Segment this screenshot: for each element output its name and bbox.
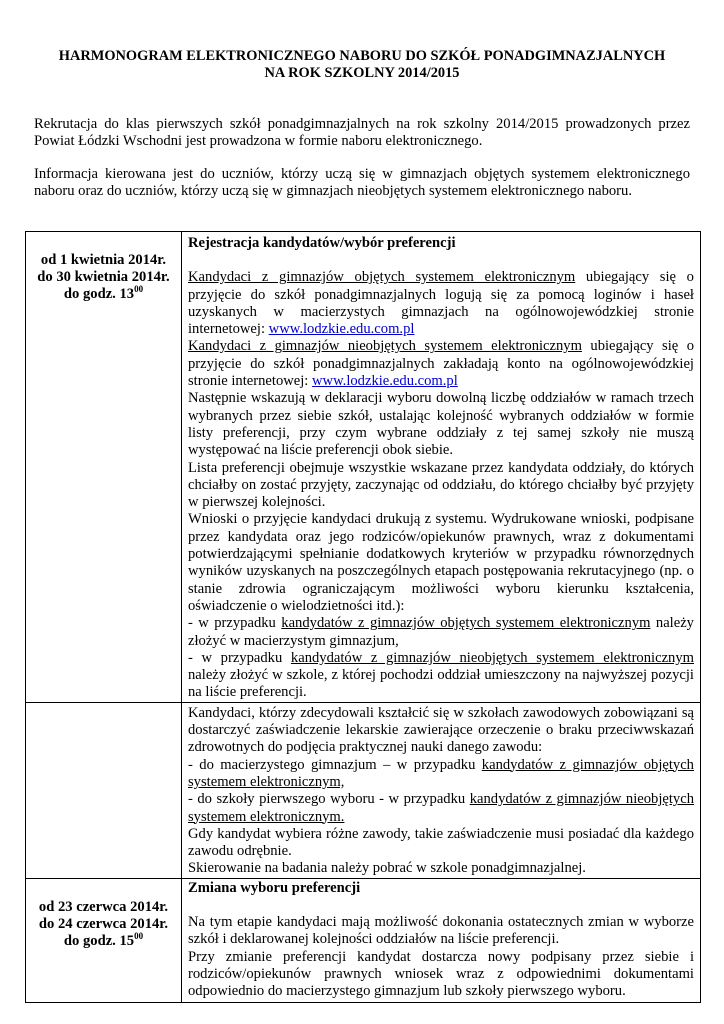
document-title — [34, 48, 690, 82]
section-heading-registration: Rejestracja kandydatów/wybór preferencji — [188, 235, 456, 251]
time-minutes: 00 — [134, 930, 144, 941]
date-to: do 30 kwietnia 2014r. — [37, 269, 170, 285]
date-from: od 23 czerwca 2014r. — [38, 898, 169, 915]
paragraph-medical-enrolled: - do macierzystego gimnazjum – w przypadku kandydatów z gimnazjów objętych systemem elektronicznym, — [188, 756, 694, 790]
paragraph-referral: Skierowanie na badania należy pobrać w szkole ponadgimnazjalnej. — [188, 860, 586, 877]
paragraph-applications: Wnioski o przyjęcie kandydaci drukują z systemu. Wydrukowane wnioski, podpisane przez kandydata oraz jego rodziców/opiekunów prawnych, wraz z dokumentami potwierdzającymi spełnianie dodatkowych kryteriów w przypadku równorzędnych wyników uzyskanych na poszczególnych etapach postępowania rekrutacyjnego (np. o stanie zdrowia ograniczającym możliwości wyboru kierunku kształcenia, oświadczenie o wielodzietności itd.): — [188, 511, 694, 614]
date-time: do godz. $13^{00}$ — [63, 284, 144, 302]
date-cell-empty — [26, 702, 182, 878]
schedule-row-medical — [26, 702, 701, 878]
paragraph-submit-enrolled: - w przypadku kandydatów z gimnazjów objętych systemem elektronicznym należy złożyć w macierzystym gimnazjum, — [188, 615, 694, 649]
paragraph-multiple-professions: Gdy kandydat wybiera różne zawody, takie zaświadczenie musi posiadać dla każdego zawodu odrębnie. — [188, 825, 694, 860]
schedule-table — [25, 231, 701, 1003]
paragraph-new-application: Przy zmianie preferencji kandydat dostarcza nowy podpisany przez siebie i rodziców/opiekunów prawnych wniosek wraz z odpowiednimi dokumentami odpowiednio do macierzystego gimnazjum lub szkoły pierwszego wyboru. — [188, 948, 694, 1000]
intro-paragraph-2: Informacja kierowana jest do uczniów, którzy uczą się w gimnazjach objętych systemem elektronicznego naboru oraz do uczniów, którzy uczą się w gimnazjach nieobjętych systemem elektronicznego naboru. — [34, 166, 690, 200]
time-minutes: 00 — [134, 284, 144, 294]
date-time: do godz. $15^{00}$ — [63, 930, 144, 949]
title-line-1: HARMONOGRAM ELEKTRONICZNEGO NABORU DO SZKÓŁ PONADGIMNAZJALNYCH — [58, 48, 666, 64]
content-cell-registration — [182, 232, 701, 703]
intro-paragraph-1: Rekrutacja do klas pierwszych szkół ponadgimnazjalnych na rok szkolny 2014/2015 prowadzonych przez Powiat Łódzki Wschodni jest prowadzona w formie naboru elektronicznego. — [34, 116, 690, 150]
schedule-row-change — [26, 878, 701, 1003]
date-cell-change — [26, 878, 182, 1003]
title-line-2: NA ROK SZKOLNY 2014/2015 — [264, 65, 460, 81]
date-from: od 1 kwietnia 2014r. — [40, 252, 167, 268]
paragraph-medical-certificate: Kandydaci, którzy zdecydowali kształcić się w szkołach zawodowych zobowiązani są dostarczyć zaświadczenie lekarskie zawierające orzeczenie o braku przeciwwskazań zdrowotnych do podjęcia praktycznej nauki danego zawodu: — [188, 704, 694, 756]
portal-link-2[interactable]: www.lodzkie.edu.com.pl — [312, 373, 458, 390]
date-to: do 24 czerwca 2014r. — [38, 915, 169, 932]
section-heading-change: Zmiana wyboru preferencji — [188, 879, 361, 896]
paragraph-preferences: Następnie wskazują w deklaracji wyboru dowolną liczbę oddziałów w ramach trzech wybranych przez siebie szkół, ustalając kolejność wybranych oddziałów w formie listy preferencji, przy czym wybrane oddziały z tej samej szkoły nie muszą występować na liście preferencji obok siebie. — [188, 390, 694, 459]
portal-link[interactable]: www.lodzkie.edu.com.pl — [268, 321, 415, 338]
paragraph-submit-not-enrolled: - w przypadku kandydatów z gimnazjów nieobjętych systemem elektronicznym należy złożyć w szkole, z której pochodzi oddział umieszczony na najwyższej pozycji na liście preferencji. — [188, 649, 694, 701]
schedule-row-registration — [26, 232, 701, 703]
content-cell-change — [182, 878, 701, 1003]
paragraph-preference-list: Lista preferencji obejmuje wszystkie wskazane przez kandydata oddziały, do których chciałby on zostać przyjęty, zaczynając od oddziału, do którego chciałby być przyjęty w pierwszej kolejności. — [188, 459, 694, 511]
content-cell-medical — [182, 702, 701, 878]
date-cell-registration — [26, 232, 182, 703]
paragraph-final-changes: Na tym etapie kandydaci mają możliwość dokonania ostatecznych zmian w wyborze szkół i deklarowanej kolejności oddziałów na liście preferencji. — [188, 913, 694, 948]
paragraph-not-enrolled-candidates: Kandydaci z gimnazjów nieobjętych systemem elektronicznym ubiegający się o przyjęcie do szkół ponadgimnazjalnych zakładają konto na ogólnowojewódzkiej stronie internetowej: www.lodzkie.edu.com.pl — [188, 338, 694, 390]
paragraph-enrolled-candidates: Kandydaci z gimnazjów objętych systemem elektronicznym ubiegający się o przyjęcie do szkół ponadgimnazjalnych logują się za pomocą loginów i haseł uzyskanych w macierzystych gimnazjach na ogólnowojewódzkiej stronie internetowej: www.lodzkie.edu.com.pl — [188, 269, 694, 338]
paragraph-medical-not-enrolled: - do szkoły pierwszego wyboru - w przypadku kandydatów z gimnazjów nieobjętych systemem elektronicznym. — [188, 791, 694, 825]
